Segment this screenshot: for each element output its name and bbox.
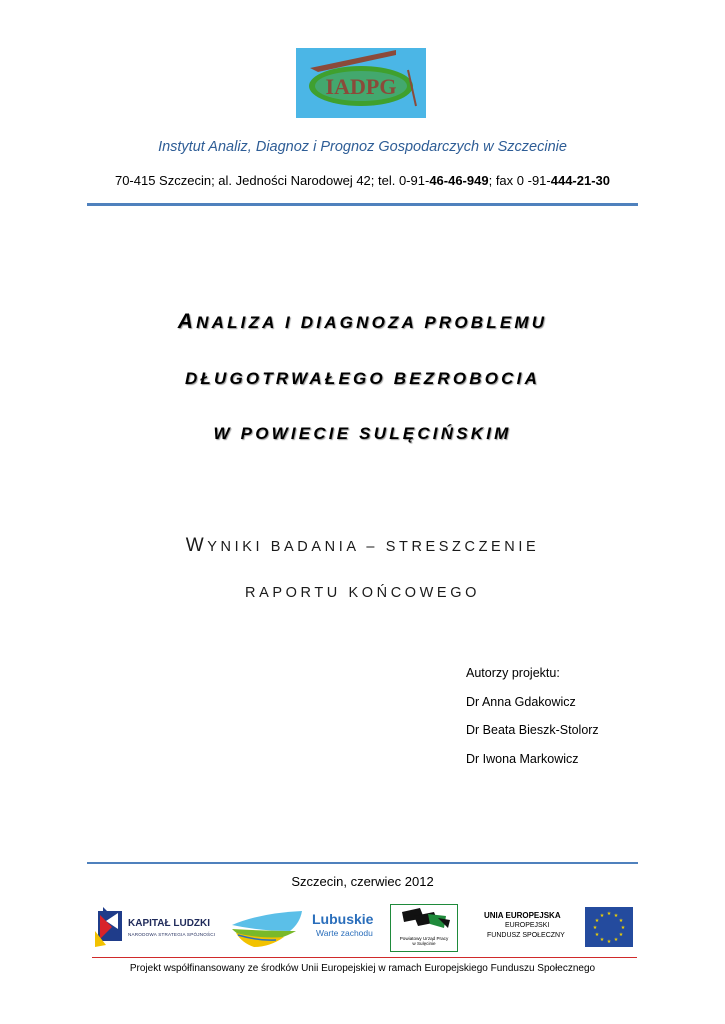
- eu-subtitle-2: FUNDUSZ SPOŁECZNY: [487, 932, 565, 939]
- pup-text-line-1: Powiatowy Urząd Pracy: [399, 936, 449, 941]
- lubuskie-logo: [230, 905, 380, 950]
- svg-text:★: ★: [613, 913, 619, 919]
- title-line-1: [0, 310, 725, 334]
- kapital-ludzki-subtitle: NARODOWA STRATEGIA SPÓJNOŚCI: [128, 932, 216, 937]
- header-divider: [87, 203, 638, 206]
- pup-text: [390, 936, 458, 947]
- institute-name: Instytut Analiz, Diagnoz i Prognoz Gospodarczych w Szczecinie: [158, 139, 567, 155]
- kapital-ludzki-logo: [92, 905, 222, 950]
- cofinance-divider: [92, 957, 637, 958]
- svg-text:★: ★: [592, 925, 598, 931]
- eu-esf-logo: [478, 905, 636, 950]
- kapital-ludzki-emblem-icon: [92, 905, 126, 950]
- subtitle-line-2: RAPORTU KOŃCOWEGO: [245, 585, 480, 601]
- address-line: [0, 173, 725, 188]
- kapital-ludzki-title: KAPITAŁ LUDZKI: [128, 918, 211, 929]
- place-date: Szczecin, czerwiec 2012: [291, 874, 434, 889]
- cofinance-note: Projekt współfinansowany ze środków Unii Europejskiej w ramach Europejskiego Funduszu Społecznego: [129, 963, 596, 974]
- svg-text:★: ★: [594, 932, 600, 938]
- svg-text:★: ★: [618, 932, 624, 938]
- pup-hands-icon: [390, 904, 458, 936]
- author-name: Dr Anna Gdakowicz: [466, 694, 576, 709]
- title-line-1-rest: NALIZA I DIAGNOZA PROBLEMU: [196, 313, 548, 332]
- address-mid: ; fax 0 -91-: [488, 173, 551, 188]
- lubuskie-subtitle: Warte zachodu: [316, 928, 373, 938]
- svg-text:★: ★: [620, 925, 626, 931]
- iadpg-logo: [296, 48, 426, 118]
- svg-text:★: ★: [606, 939, 612, 945]
- subtitle-line-1-rest: YNIKI BADANIA – STRESZCZENIE: [207, 539, 540, 555]
- title-line-3: W POWIECIE SULĘCIŃSKIM: [213, 424, 512, 443]
- pup-text-line-2: w Sulęcinie: [412, 941, 436, 947]
- footer-divider: [87, 862, 638, 864]
- svg-text:★: ★: [613, 937, 619, 943]
- pup-logo: [390, 904, 458, 952]
- eu-subtitle-1: EUROPEJSKI: [505, 922, 550, 929]
- svg-text:★: ★: [599, 913, 605, 919]
- svg-text:★: ★: [599, 937, 605, 943]
- phone-number: 46-46-949: [429, 173, 489, 188]
- svg-text:★: ★: [618, 918, 624, 924]
- authors-block: [466, 659, 599, 773]
- lubuskie-waves-icon: [230, 905, 310, 950]
- title-initial: A: [177, 310, 197, 333]
- logo-text: IADPG: [325, 74, 397, 99]
- eu-title: UNIA EUROPEJSKA: [484, 911, 561, 920]
- authors-heading: Autorzy projektu:: [466, 666, 560, 680]
- author-name: Dr Iwona Markowicz: [466, 751, 579, 766]
- author-name: Dr Beata Bieszk-Stolorz: [466, 723, 599, 737]
- address-prefix: 70-415 Szczecin; al. Jedności Narodowej 42; tel. 0-91-: [114, 173, 430, 188]
- svg-text:★: ★: [606, 911, 612, 917]
- title-line-2: DŁUGOTRWAŁEGO BEZROBOCIA: [184, 369, 541, 388]
- lubuskie-title: Lubuskie: [312, 911, 374, 927]
- subtitle-line-1: [0, 535, 725, 557]
- svg-text:★: ★: [594, 918, 600, 924]
- eu-flag-icon: [585, 907, 633, 947]
- subtitle-initial: W: [185, 535, 208, 556]
- fax-number: 444-21-30: [550, 173, 611, 188]
